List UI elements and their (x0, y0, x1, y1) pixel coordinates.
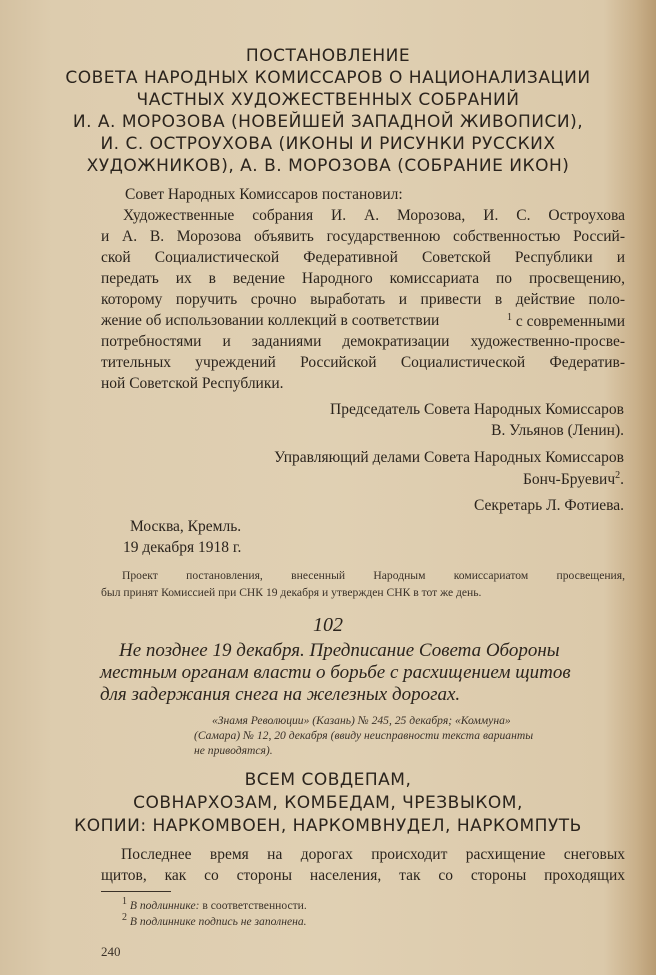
address-line: СОВНАРХОЗАМ, КОМБЕДАМ, ЧРЕЗВЫКОМ, (133, 793, 523, 813)
source-line: не приводятся). (194, 744, 273, 757)
body-line: ской Социалистической Федеративной Советской Республики и (101, 249, 625, 266)
decree-opening: Совет Народных Комиссаров постановил: (125, 186, 403, 203)
note-line: Проект постановления, внесенный Народным комиссариатом просвещения, (122, 569, 625, 582)
title-line: ХУДОЖНИКОВ), А. В. МОРОЗОВА (СОБРАНИЕ ИКОН) (86, 156, 570, 176)
title-line: ПОСТАНОВЛЕНИЕ (245, 46, 411, 66)
title-line: ЧАСТНЫХ ХУДОЖЕСТВЕННЫХ СОБРАНИЙ (136, 90, 520, 110)
address-line: КОПИИ: НАРКОМВОЕН, НАРКОМВНУДЕЛ, НАРКОМПУТЬ (74, 816, 582, 836)
footnote-ref-1: $^1$ с современными (506, 312, 625, 331)
document-number: 102 (313, 614, 343, 636)
body-line: потребностями и заданиями демократизации художественно-просве- (101, 333, 625, 350)
body-line: передать их в ведение Народного комиссариата по просвещению, (101, 270, 625, 287)
page-number: 240 (101, 944, 121, 959)
body-line: щитов, как со стороны населения, так со стороны проходящих (101, 867, 625, 884)
body-line: тительных учреждений Российской Социалистической Федератив- (101, 354, 625, 371)
body-line: Художественные собрания И. А. Морозова, И. С. Остроухова (123, 207, 625, 224)
manager-name: Бонч-Бруевич$^2$. (522, 470, 624, 489)
chair-title: Председатель Совета Народных Комиссаров (330, 401, 624, 418)
manager-title: Управляющий делами Совета Народных Комиссаров (274, 449, 624, 466)
body-line: Последнее время на дорогах происходит расхищение снеговых (121, 846, 625, 863)
source-line: (Самара) № 12, 20 декабря (ввиду неисправности текста варианты (194, 729, 534, 742)
date: 19 декабря 1918 г. (123, 539, 242, 556)
body-line: и А. В. Морозова объявить государственною собственностью Россий- (101, 228, 625, 245)
heading-line: для задержания снега на железных дорогах. (100, 684, 461, 705)
source-line: «Знамя Революции» (Казань) № 245, 25 декабря; «Коммуна» (212, 714, 511, 727)
secretary: Секретарь Л. Фотиева. (474, 497, 624, 514)
body-line: которому поручить срочно выработать и привести в действие поло- (101, 291, 625, 308)
heading-line: местным органам власти о борьбе с расхищением щитов (100, 662, 571, 683)
note-line: был принят Комиссией при СНК 19 декабря и утвержден СНК в тот же день. (101, 586, 482, 599)
body-line-text: жение об использовании коллекций в соответствии (101, 312, 440, 329)
footnote-divider (101, 891, 171, 892)
heading-line: Не позднее 19 декабря. Предписание Совета Обороны (119, 640, 560, 661)
title-line: И. А. МОРОЗОВА (НОВЕЙШЕЙ ЗАПАДНОЙ ЖИВОПИСИ), (72, 112, 584, 132)
title-line: И. С. ОСТРОУХОВА (ИКОНЫ И РИСУНКИ РУССКИХ (100, 134, 556, 154)
address-line: ВСЕМ СОВДЕПАМ, (244, 770, 412, 790)
chair-name: В. Ульянов (Ленин). (491, 422, 624, 439)
footnote-2: 2 В подлиннике подпись не заполнена. (122, 912, 307, 928)
title-line: СОВЕТА НАРОДНЫХ КОМИССАРОВ О НАЦИОНАЛИЗАЦИИ (65, 68, 591, 88)
place: Москва, Кремль. (130, 518, 242, 535)
body-line: ной Советской Республики. (101, 375, 284, 392)
body-line (101, 312, 625, 331)
footnote-1: 1 В подлиннике: в соответственности. (122, 896, 307, 912)
